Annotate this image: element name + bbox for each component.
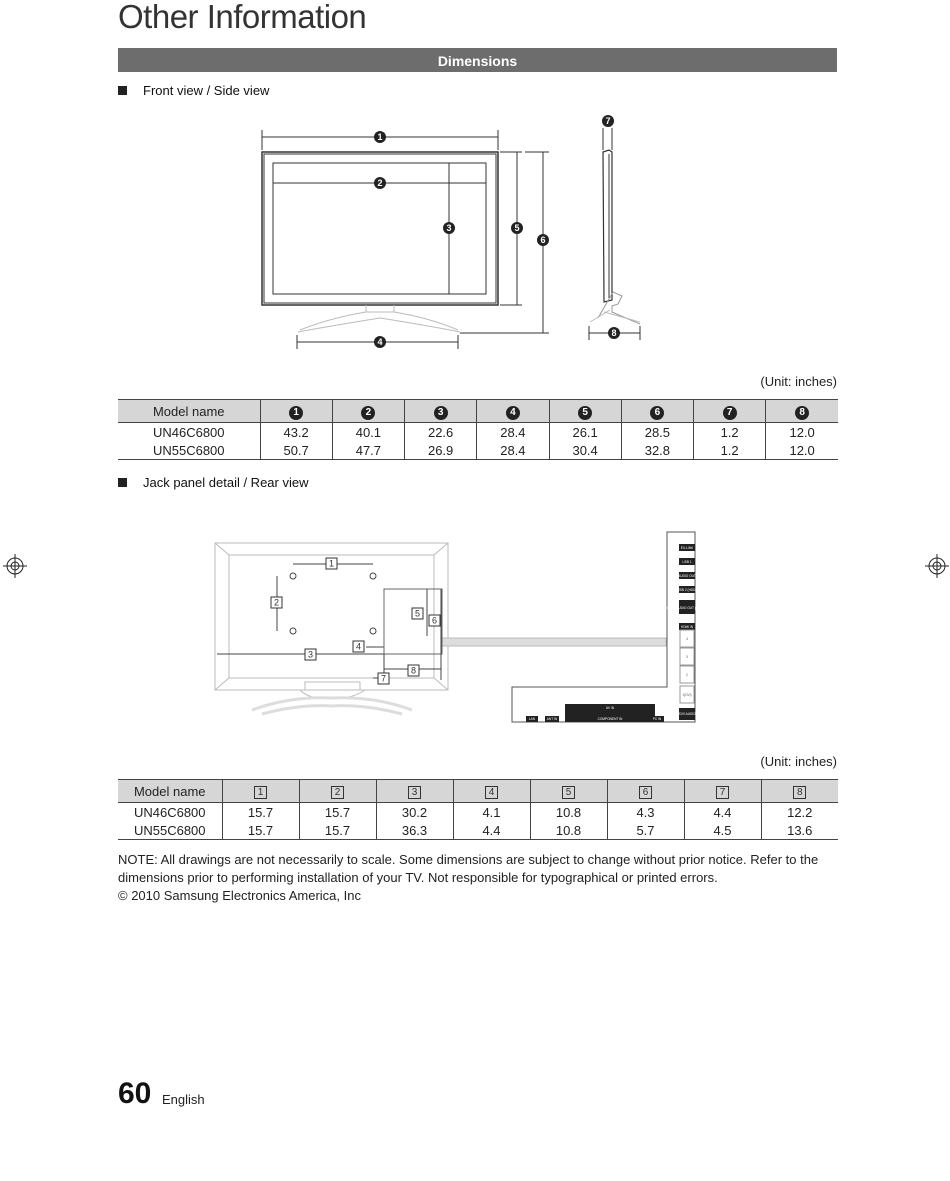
marker-1: 1 <box>254 786 267 799</box>
value-cell: 10.8 <box>530 803 607 822</box>
unit-label: (Unit: inches) <box>760 754 837 769</box>
header-cell: Model name <box>118 400 260 423</box>
value-cell: 15.7 <box>299 803 376 822</box>
page-title: Other Information <box>118 0 367 35</box>
value-cell: 4.4 <box>684 803 761 822</box>
copyright-text: © 2010 Samsung Electronics America, Inc <box>118 888 361 903</box>
marker-label: 1 <box>377 132 383 142</box>
marker-label: 7 <box>605 116 611 126</box>
jack-label: COMPONENT IN <box>597 717 623 721</box>
jack-label: LAN <box>528 717 536 721</box>
value-cell: 4.3 <box>607 803 684 822</box>
marker-5: 5 <box>562 786 575 799</box>
value-cell: 50.7 <box>260 441 332 460</box>
marker-label: 3 <box>446 223 452 233</box>
registration-mark-left <box>3 554 27 578</box>
value-cell: 28.4 <box>477 441 549 460</box>
marker-4: 4 <box>485 786 498 799</box>
marker-label: 4 <box>355 641 362 652</box>
value-cell: 10.8 <box>530 821 607 840</box>
marker-5: 5 <box>578 406 592 420</box>
table-header-row <box>118 400 838 423</box>
jack-label: 2 <box>686 673 688 677</box>
value-cell: 15.7 <box>222 803 299 822</box>
marker-label: 7 <box>380 673 387 684</box>
marker-2: 2 <box>361 406 375 420</box>
value-cell: 15.7 <box>222 821 299 840</box>
value-cell: 30.2 <box>376 803 453 822</box>
marker-label: 4 <box>377 337 383 347</box>
value-cell: 47.7 <box>332 441 404 460</box>
marker-8: 8 <box>795 406 809 420</box>
marker-6: 6 <box>639 786 652 799</box>
value-cell: 1.2 <box>694 423 766 442</box>
jack-label: USB 2 (HDD) <box>677 588 697 592</box>
marker-7: 7 <box>716 786 729 799</box>
model-cell: UN46C6800 <box>152 424 225 440</box>
jack-label: PC/DVI AUDIO IN <box>674 712 700 716</box>
jack-label: 1(DVI) <box>682 693 692 697</box>
registration-mark-right <box>925 554 949 578</box>
table-row <box>118 441 838 460</box>
marker-3: 3 <box>408 786 421 799</box>
marker-8: 8 <box>793 786 806 799</box>
marker-7: 7 <box>723 406 737 420</box>
section-heading-jack-rear <box>118 475 308 490</box>
value-cell: 4.1 <box>453 803 530 822</box>
jack-label: ANT IN <box>546 717 558 721</box>
rear-dimensions-table <box>118 779 838 840</box>
marker-label: 6 <box>431 615 438 626</box>
front-dimensions-table <box>118 399 838 460</box>
jack-label: 4 <box>686 637 688 641</box>
table-row <box>118 821 838 840</box>
marker-label: 8 <box>410 665 417 676</box>
jack-label: EX-LINK <box>680 546 694 550</box>
value-cell: 22.6 <box>405 423 477 442</box>
value-cell: 40.1 <box>332 423 404 442</box>
header-cell: Model name <box>118 780 222 803</box>
value-cell: 5.7 <box>607 821 684 840</box>
marker-label: 8 <box>611 328 617 338</box>
bullet-square-icon <box>118 478 127 487</box>
value-cell: 12.2 <box>761 803 838 822</box>
value-cell: 28.5 <box>621 423 693 442</box>
jack-label: DIGITAL AUDIO OUT (OPTICAL) <box>663 606 711 610</box>
value-cell: 43.2 <box>260 423 332 442</box>
table-row <box>118 803 838 822</box>
marker-label: 1 <box>328 558 335 569</box>
jack-label: AUDIO OUT <box>678 574 696 578</box>
value-cell: 12.0 <box>766 441 838 460</box>
model-cell: UN55C6800 <box>118 441 260 460</box>
value-cell: 32.8 <box>621 441 693 460</box>
marker-label: 3 <box>307 649 314 660</box>
value-cell: 4.4 <box>453 821 530 840</box>
value-cell: 30.4 <box>549 441 621 460</box>
jack-label: PC IN <box>652 717 662 721</box>
value-cell: 36.3 <box>376 821 453 840</box>
marker-label: 5 <box>514 223 520 233</box>
value-cell: 1.2 <box>694 441 766 460</box>
unit-label: (Unit: inches) <box>760 374 837 389</box>
section-heading-text: Front view / Side view <box>143 83 270 98</box>
jack-label: 3 <box>686 655 688 659</box>
marker-4: 4 <box>506 406 520 420</box>
jack-rear-view-diagram <box>0 520 950 740</box>
value-cell: 15.7 <box>299 821 376 840</box>
front-side-view-diagram <box>0 0 950 370</box>
value-cell: 13.6 <box>761 821 838 840</box>
model-cell: UN46C6800 <box>133 804 206 820</box>
page-number: 60 <box>118 1077 152 1110</box>
jack-label: AV IN <box>605 706 615 710</box>
table-row <box>118 423 838 442</box>
marker-6: 6 <box>650 406 664 420</box>
table-header-row <box>118 780 838 803</box>
marker-label: 6 <box>540 235 546 245</box>
value-cell: 28.4 <box>477 423 549 442</box>
model-cell: UN55C6800 <box>118 821 222 840</box>
value-cell: 4.5 <box>684 821 761 840</box>
value-cell: 26.1 <box>549 423 621 442</box>
marker-3: 3 <box>434 406 448 420</box>
marker-label: 2 <box>273 597 280 608</box>
note-text: NOTE: All drawings are not necessarily to scale. Some dimensions are subject to change without prior notice. Refer to the dimensions prior to performing installation of your TV. Not responsible for typographical or printed errors. <box>118 852 819 885</box>
marker-label: 5 <box>414 608 421 619</box>
section-heading-text: Jack panel detail / Rear view <box>143 475 309 490</box>
value-cell: 26.9 <box>405 441 477 460</box>
section-banner: Dimensions <box>118 48 837 72</box>
marker-label: 2 <box>377 178 383 188</box>
jack-label: HDMI IN <box>680 625 694 629</box>
marker-2: 2 <box>331 786 344 799</box>
marker-1: 1 <box>289 406 303 420</box>
value-cell: 12.0 <box>766 423 838 442</box>
language-label: English <box>162 1092 205 1107</box>
jack-label: USB 1 <box>682 560 692 564</box>
